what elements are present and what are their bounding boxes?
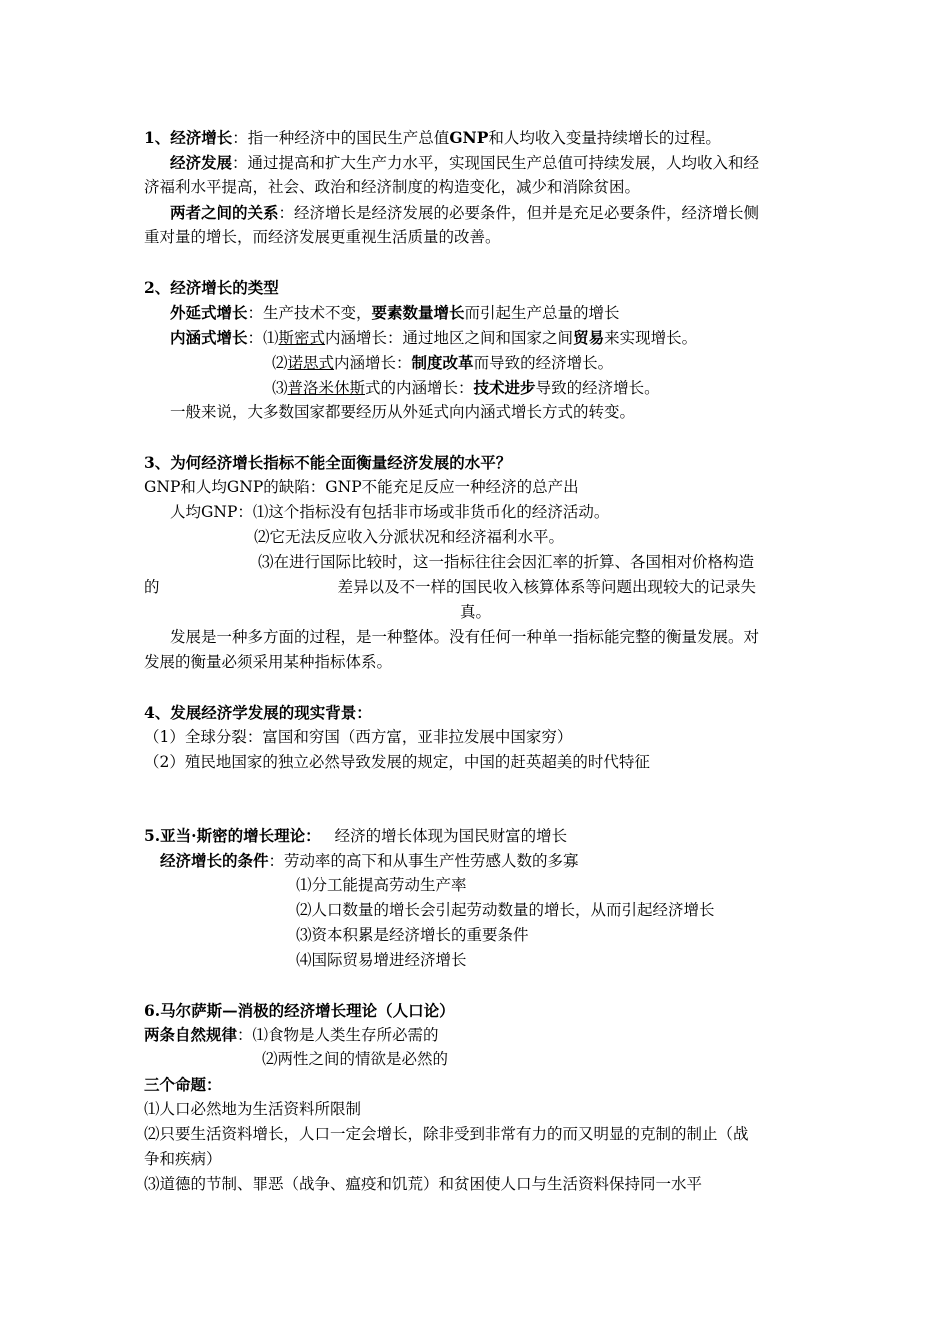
s6-prop2: ⑵只要生活资料增长，人口一定会增长，除非受到非常有力的而又明显的克制的制止（战: [144, 1125, 749, 1143]
s2-title: 2、经济增长的类型: [144, 278, 279, 297]
s2-line2: 内涵式增长：⑴斯密式内涵增长：通过地区之间和国家之间贸易来实现增长。: [170, 328, 698, 347]
s3-line5: 的 差异以及不一样的国民收入核算体系等问题出现较大的记录失: [144, 578, 757, 596]
s3-line2: 人均GNP：⑴这个指标没有包括非市场或非货币化的经济活动。: [170, 503, 610, 521]
s5-item: ⑶资本积累是经济增长的重要条件: [296, 926, 529, 944]
s2-line1: 外延式增长：生产技术不变，要素数量增长而引起生产总量的增长: [170, 303, 620, 322]
term-economic-growth: 1、经济增长: [144, 128, 233, 147]
s3-line7: 发展是一种多方面的过程，是一种整体。没有任何一种单一指标能完整的衡量发展。对: [170, 628, 760, 646]
s2-line5: 一般来说，大多数国家都要经历从外延式向内涵式增长方式的转变。: [170, 403, 636, 421]
s3-line3: ⑵它无法反应收入分派状况和经济福利水平。: [254, 528, 565, 546]
s6-title: 6.马尔萨斯—消极的经济增长理论（人口论）: [144, 1001, 455, 1020]
s2-line4: ⑶普洛米休斯式的内涵增长：技术进步导致的经济增长。: [272, 378, 660, 397]
s5-item: ⑵人口数量的增长会引起劳动数量的增长，从而引起经济增长: [296, 901, 715, 919]
s5-item: ⑷国际贸易增进经济增长: [296, 951, 467, 969]
s1-line1: 1、经济增长：指一种经济中的国民生产总值GNP和人均收入变量持续增长的过程。: [144, 128, 721, 147]
s6-prop1: ⑴人口必然地为生活资料所限制: [144, 1100, 362, 1118]
s3-line6: 真。: [460, 603, 492, 621]
s6-law2: ⑵两性之间的情欲是必然的: [262, 1050, 449, 1068]
s3-title: 3、为何经济增长指标不能全面衡量经济发展的水平？: [144, 453, 512, 472]
s6-prop3: ⑶道德的节制、罪恶（战争、瘟疫和饥荒）和贫困使人口与生活资料保持同一水平: [144, 1175, 703, 1193]
s5-conditions: 经济增长的条件：劳动率的高下和从事生产性劳感人数的多寡: [160, 851, 579, 870]
s2-line3: ⑵诺思式内涵增长：制度改革而导致的经济增长。: [272, 353, 614, 372]
s4-title: 4、发展经济学发展的现实背景：: [144, 703, 372, 722]
s4-line2: （2）殖民地国家的独立必然导致发展的规定，中国的赶英超美的时代特征: [144, 753, 650, 771]
s3-line8: 发展的衡量必须采用某种指标体系。: [144, 653, 393, 671]
term-economic-development: 经济发展: [170, 153, 233, 172]
s1-line5: 重对量的增长，而经济发展更重视生活质量的改善。: [144, 228, 501, 246]
s3-line4: ⑶在进行国际比较时，这一指标往往会因汇率的折算、各国相对价格构造: [258, 553, 755, 571]
s4-line1: （1）全球分裂：富国和穷国（西方富，亚非拉发展中国家穷）: [144, 728, 573, 746]
s6-props-title: 三个命题：: [144, 1075, 222, 1094]
s1-line4: 两者之间的关系：经济增长是经济发展的必要条件，但并是充足必要条件，经济增长侧: [170, 203, 760, 222]
s1-line3: 济福利水平提高，社会、政治和经济制度的构造变化，减少和消除贫困。: [144, 178, 641, 196]
s6-laws: 两条自然规律：⑴食物是人类生存所必需的: [144, 1025, 439, 1044]
s3-line1: GNP和人均GNP的缺陷：GNP不能充足反应一种经济的总产出: [144, 478, 579, 496]
term-relationship: 两者之间的关系: [170, 203, 279, 222]
s6-prop2-cont: 争和疾病）: [144, 1150, 222, 1168]
s5-item: ⑴分工能提高劳动生产率: [296, 876, 467, 894]
s1-line2: 经济发展：通过提高和扩大生产力水平，实现国民生产总值可持续发展，人均收入和经: [170, 153, 760, 172]
s5-title: 5.亚当·斯密的增长理论： 经济的增长体现为国民财富的增长: [144, 826, 568, 845]
